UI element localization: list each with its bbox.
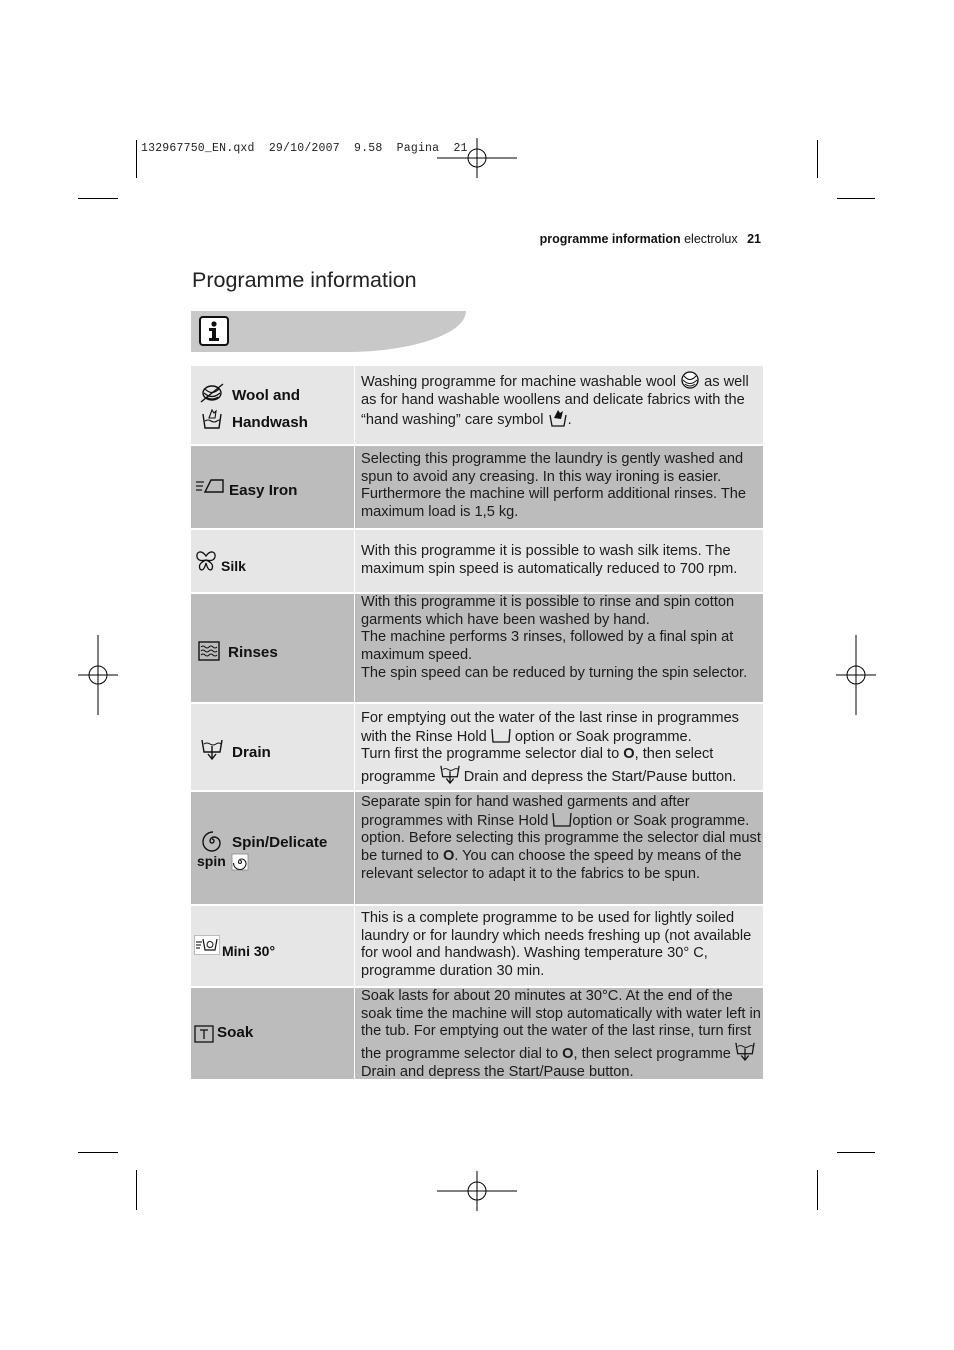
programme-description: With this programme it is possible to wash silk items. The maximum spin speed is automatically reduced to 700 rpm. xyxy=(361,543,738,577)
info-tab xyxy=(191,311,466,352)
programme-row-drain xyxy=(191,704,763,790)
description-text: For emptying out the water of the last rinse in programmes with the Rinse Hold xyxy=(361,710,739,745)
programme-description: This is a complete programme to be used for lightly soiled laundry or for laundry which needs freshing up (not available for wool and handwash). Washing temperature 30° C, programme duration 30 min. xyxy=(361,910,752,980)
wool-ball-icon xyxy=(680,371,700,389)
selector-position: O xyxy=(623,746,635,763)
programme-label: Silk xyxy=(221,558,246,574)
registration-mark-right xyxy=(836,635,876,715)
description-text: Drain and depress the Start/Pause button. xyxy=(361,1063,634,1080)
description-text: Washing programme for machine washable wool xyxy=(361,374,676,390)
programme-description xyxy=(355,704,763,790)
silk-butterfly-icon xyxy=(195,550,217,572)
drain-icon xyxy=(735,1041,755,1061)
crop-mark xyxy=(136,1170,137,1210)
spin-delicate-icon xyxy=(201,830,223,852)
description-text: . You can choose the speed by means of the relevant selector to adapt it to the fabrics to be spun. xyxy=(361,848,742,882)
description-text: as well as for hand washable woollens and delicate fabrics with the “hand washing” care symbol xyxy=(361,374,749,429)
drain-icon xyxy=(440,764,460,784)
programme-row-soak xyxy=(191,988,763,1079)
crop-mark xyxy=(78,198,118,199)
print-slug-line: 132967750_EN.qxd 29/10/2007 9.58 Pagina 21 xyxy=(141,142,468,155)
hand-washing-care-symbol-icon xyxy=(548,409,568,427)
soak-icon xyxy=(194,1025,214,1043)
programme-label: Rinses xyxy=(228,644,278,661)
running-head-section: programme information xyxy=(539,232,681,246)
info-icon xyxy=(199,316,229,346)
programme-row-spin-delicate xyxy=(191,792,763,904)
programme-label-line1: Wool and xyxy=(232,387,301,404)
running-head xyxy=(540,232,761,246)
drain-icon xyxy=(201,738,223,760)
programme-label-line2: Handwash xyxy=(232,414,308,431)
programme-description xyxy=(355,792,763,904)
mini-30-icon xyxy=(194,935,220,955)
description-line: With this programme it is possible to rinse and spin cotton garments which have been washed by hand. xyxy=(361,594,735,628)
description-text: option or Soak programme. option. Before selecting this programme the selector dial must be turned to xyxy=(361,812,761,865)
rinse-hold-icon xyxy=(491,728,511,744)
crop-mark xyxy=(78,1152,118,1153)
programme-description xyxy=(355,594,763,702)
programme-label-line1: Spin/Delicate xyxy=(232,834,328,851)
programme-row-wool-handwash xyxy=(191,366,763,444)
programme-label: Easy Iron xyxy=(229,482,298,499)
programme-row-mini-30 xyxy=(191,906,763,986)
programme-label-line2: spin xyxy=(197,853,226,869)
easy-iron-icon xyxy=(195,478,225,494)
description-text: , then select programme xyxy=(361,746,714,786)
description-text: Turn first the programme selector dial to xyxy=(361,746,624,763)
description-text: Separate spin for hand washed garments and after programmes with Rinse Hold xyxy=(361,794,690,829)
crop-mark xyxy=(837,198,875,199)
description-text: . xyxy=(567,412,572,429)
page-title: Programme information xyxy=(192,268,417,292)
programme-row-silk xyxy=(191,530,763,592)
page-number: 21 xyxy=(747,232,761,246)
programme-description xyxy=(355,366,763,444)
programme-label-cell xyxy=(191,792,354,904)
description-line: The spin speed can be reduced by turning the spin selector. xyxy=(361,664,748,681)
crop-mark xyxy=(837,1152,875,1153)
programme-row-rinses xyxy=(191,594,763,702)
selector-position: O xyxy=(562,1046,574,1063)
registration-mark-top xyxy=(437,138,517,178)
programme-label-cell xyxy=(191,530,354,592)
rinse-hold-icon xyxy=(552,812,572,828)
description-text: Drain and depress the Start/Pause button. xyxy=(459,769,737,786)
description-text: Soak lasts for about 20 minutes at 30°C. At the end of the soak time the machine will stop automatically with water left in the tub. For emptying out the water of the last rinse, turn first the programme selector dial to xyxy=(361,988,761,1063)
selector-position: O xyxy=(442,848,455,865)
programme-label-cell xyxy=(191,366,354,444)
rinses-icon xyxy=(198,641,220,661)
crop-mark xyxy=(136,140,137,178)
programme-label-cell xyxy=(191,906,354,986)
programme-label: Mini 30° xyxy=(222,943,276,959)
description-text: option or Soak programme. xyxy=(510,728,692,745)
running-head-brand: electrolux xyxy=(684,232,738,246)
programme-row-easy-iron xyxy=(191,446,763,528)
registration-mark-bottom xyxy=(437,1171,517,1211)
handwash-tub-icon xyxy=(201,408,223,430)
programme-label: Drain xyxy=(232,744,271,761)
spin-small-icon xyxy=(231,853,249,871)
wool-icon xyxy=(199,382,225,404)
programme-label-cell xyxy=(191,594,354,702)
crop-mark xyxy=(817,140,818,178)
crop-mark xyxy=(817,1170,818,1210)
programme-label-cell xyxy=(191,446,354,528)
programme-label-cell xyxy=(191,988,354,1079)
programme-label-cell xyxy=(191,704,354,790)
programme-label: Soak xyxy=(217,1024,254,1041)
description-text: , then select programme xyxy=(573,1046,731,1063)
description-line: The machine performs 3 rinses, followed by a final spin at maximum speed. xyxy=(361,629,734,664)
registration-mark-left xyxy=(78,635,118,715)
programme-description: Selecting this programme the laundry is gently washed and spun to avoid any creasing. In this way ironing is easier. Furthermore the machine will perform additional rinses. The maximum load is 1,5 kg. xyxy=(361,451,747,521)
programme-description xyxy=(355,988,763,1079)
